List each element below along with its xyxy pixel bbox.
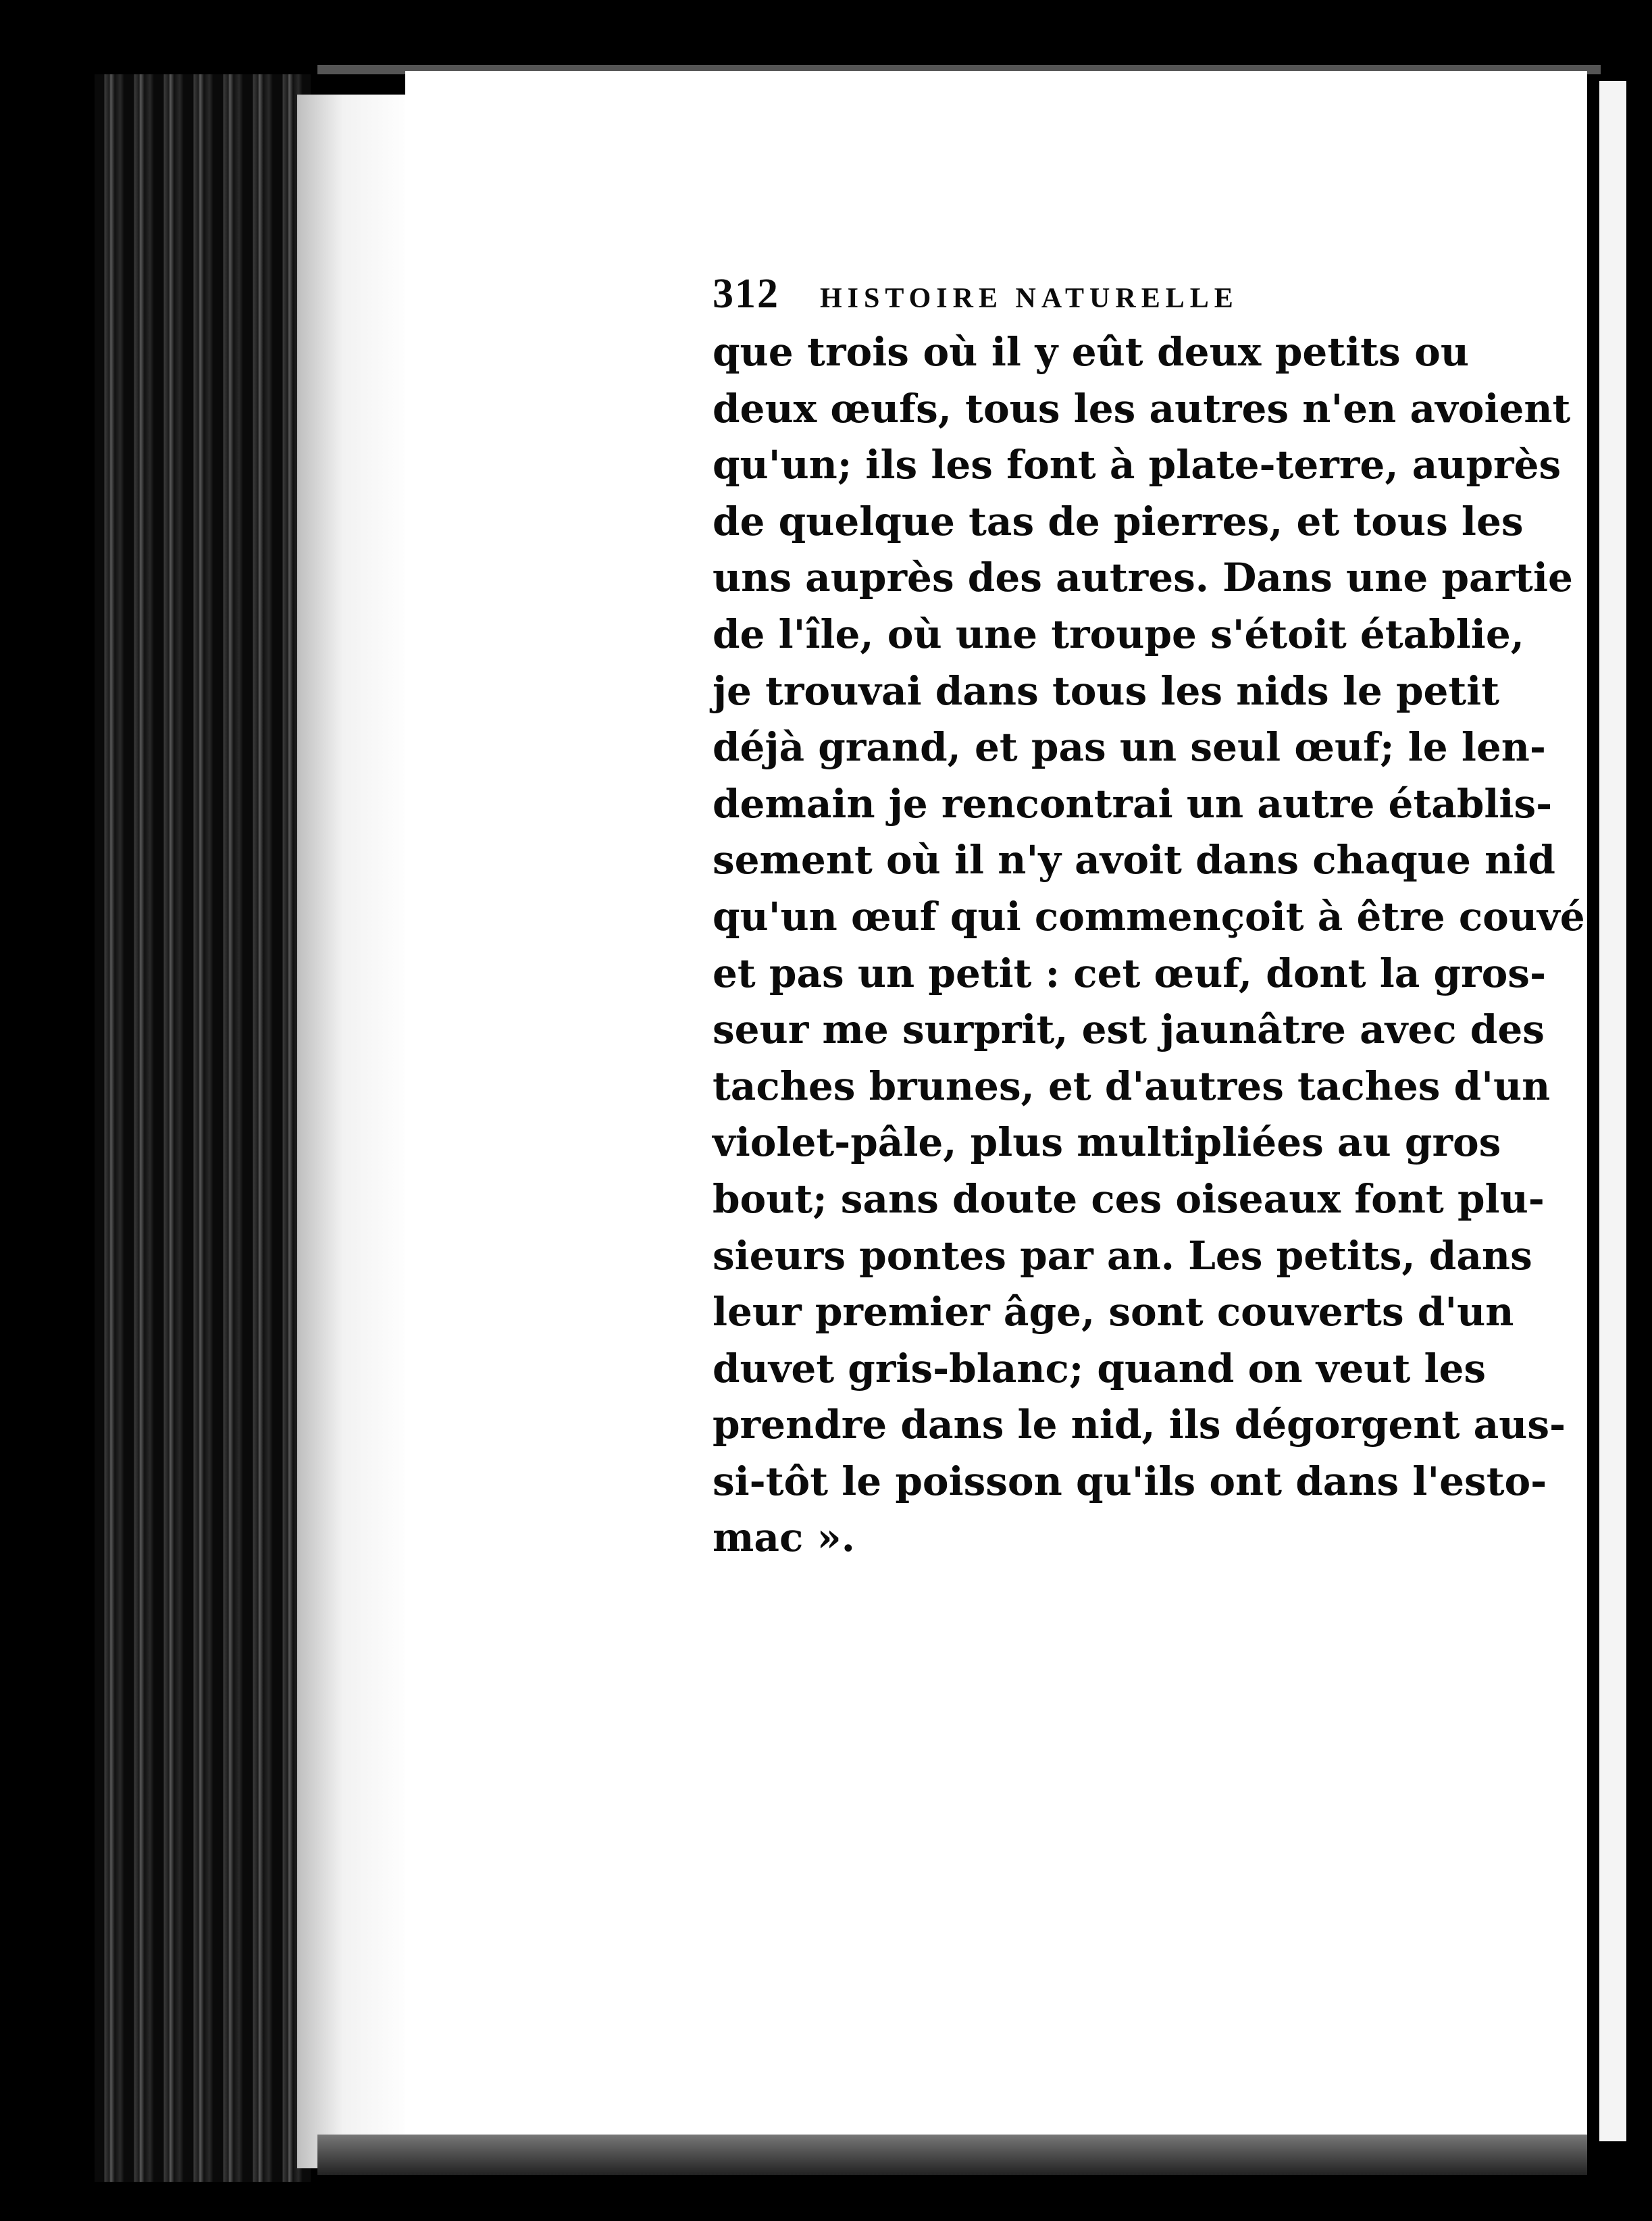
book-page-edges-light xyxy=(297,95,412,2168)
bottom-edge xyxy=(317,2135,1587,2175)
next-page-edge xyxy=(1595,81,1626,2141)
text-line: mac ». xyxy=(713,1514,855,1561)
text-line: prendre dans le nid, ils dégorgent aus- xyxy=(713,1402,1566,1448)
running-head xyxy=(713,270,1469,324)
book-page-edges-dark xyxy=(95,74,311,2182)
running-title: HISTOIRE NATURELLE xyxy=(820,283,1239,314)
text-line: qu'un œuf qui commençoit à être couvé xyxy=(713,893,1585,940)
body-text xyxy=(713,324,1585,1566)
text-line: demain je rencontrai un autre établis- xyxy=(713,780,1553,827)
text-line: si-tôt le poisson qu'ils ont dans l'esto- xyxy=(713,1458,1547,1504)
text-block xyxy=(713,270,1585,1566)
text-line: deux œufs, tous les autres n'en avoient xyxy=(713,385,1571,432)
text-line: bout; sans doute ces oiseaux font plu- xyxy=(713,1175,1545,1222)
text-line: de l'île, où une troupe s'étoit établie, xyxy=(713,611,1524,657)
text-line: sieurs pontes par an. Les petits, dans xyxy=(713,1232,1532,1279)
text-line: sement où il n'y avoit dans chaque nid xyxy=(713,837,1555,884)
text-line: seur me surprit, est jaunâtre avec des xyxy=(713,1006,1545,1053)
text-line: leur premier âge, sont couverts d'un xyxy=(713,1289,1514,1335)
text-line: déjà grand, et pas un seul œuf; le len- xyxy=(713,724,1547,771)
text-line: qu'un; ils les font à plate-terre, auprès xyxy=(713,442,1561,488)
text-line: duvet gris-blanc; quand on veut les xyxy=(713,1345,1487,1392)
page-number: 312 xyxy=(713,271,779,317)
text-line: taches brunes, et d'autres taches d'un xyxy=(713,1063,1551,1109)
text-line: que trois où il y eût deux petits ou xyxy=(713,329,1469,375)
text-line: uns auprès des autres. Dans une partie xyxy=(713,555,1573,601)
text-line: violet-pâle, plus multipliées au gros xyxy=(713,1119,1501,1166)
text-line: de quelque tas de pierres, et tous les xyxy=(713,498,1524,544)
text-line: je trouvai dans tous les nids le petit xyxy=(713,667,1500,714)
text-line: et pas un petit : cet œuf, dont la gros- xyxy=(713,950,1547,996)
